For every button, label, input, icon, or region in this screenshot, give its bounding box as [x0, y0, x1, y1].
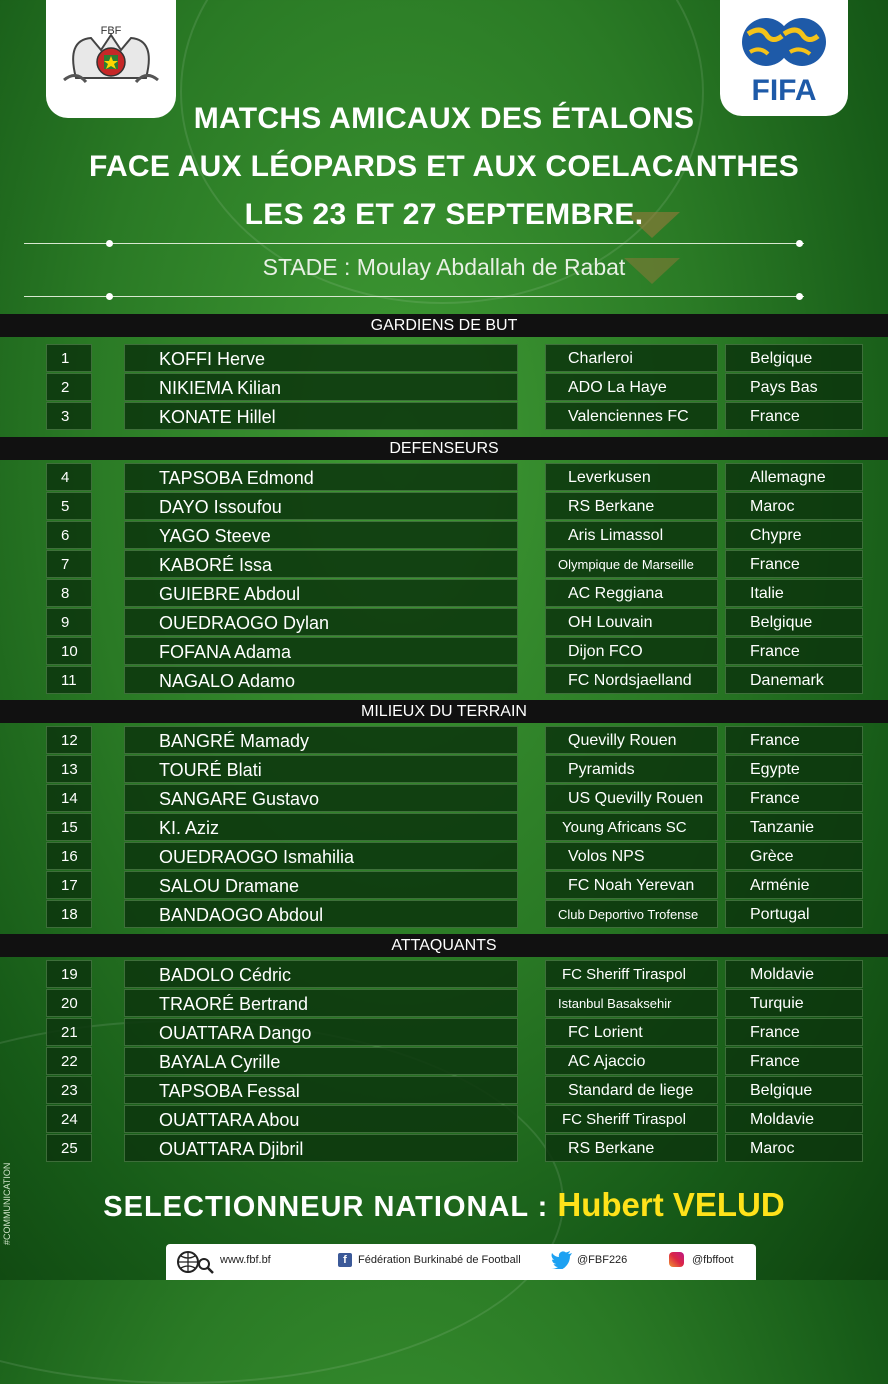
player-country: Moldavie [725, 960, 863, 988]
player-name: FOFANA Adama [124, 637, 518, 665]
player-number: 8 [46, 579, 92, 607]
fbf-logo [46, 0, 176, 118]
player-country: Grèce [725, 842, 863, 870]
player-country: France [725, 1047, 863, 1075]
player-club: Pyramids [545, 755, 718, 783]
globe-search-icon [176, 1250, 216, 1277]
table-row [0, 608, 888, 636]
section-header: GARDIENS DE BUT [0, 314, 888, 337]
player-number: 25 [46, 1134, 92, 1162]
player-name: DAYO Issoufou [124, 492, 518, 520]
player-number: 18 [46, 900, 92, 928]
player-number: 12 [46, 726, 92, 754]
player-club: RS Berkane [545, 1134, 718, 1162]
table-row [0, 1018, 888, 1046]
table-row [0, 1076, 888, 1104]
divider-line [24, 296, 804, 297]
player-name: TOURÉ Blati [124, 755, 518, 783]
player-name: OUATTARA Abou [124, 1105, 518, 1133]
player-club: Istanbul Basaksehir [545, 989, 718, 1017]
player-country: Moldavie [725, 1105, 863, 1133]
side-label-text: #COMMUNICATION [2, 1162, 12, 1245]
player-country: France [725, 402, 863, 430]
title-line-1: MATCHS AMICAUX DES ÉTALONS [193, 102, 695, 135]
player-number: 6 [46, 521, 92, 549]
table-row [0, 989, 888, 1017]
player-name: OUATTARA Dango [124, 1018, 518, 1046]
player-country: Belgique [725, 344, 863, 372]
player-number: 1 [46, 344, 92, 372]
player-name: KOFFI Herve [124, 344, 518, 372]
website-link[interactable]: www.fbf.bf [220, 1254, 271, 1266]
svg-text:FBF: FBF [100, 25, 122, 37]
player-country: Danemark [725, 666, 863, 694]
table-row [0, 871, 888, 899]
side-label [2, 1162, 14, 1245]
table-row [0, 1105, 888, 1133]
table-row [0, 579, 888, 607]
table-row [0, 402, 888, 430]
player-club: FC Noah Yerevan [545, 871, 718, 899]
facebook-link[interactable]: Fédération Burkinabé de Football [358, 1254, 521, 1266]
divider-dot [106, 293, 113, 300]
player-country: Italie [725, 579, 863, 607]
player-number: 16 [46, 842, 92, 870]
player-club: Dijon FCO [545, 637, 718, 665]
player-club: Young Africans SC [545, 813, 718, 841]
player-club: ADO La Haye [545, 373, 718, 401]
player-club: OH Louvain [545, 608, 718, 636]
player-number: 23 [46, 1076, 92, 1104]
coach-line [0, 1186, 888, 1224]
table-row [0, 550, 888, 578]
table-row [0, 637, 888, 665]
player-number: 17 [46, 871, 92, 899]
player-country: Egypte [725, 755, 863, 783]
stadium-label: STADE : Moulay Abdallah de Rabat [262, 254, 626, 280]
svg-text:FIFA: FIFA [751, 74, 817, 107]
player-country: France [725, 637, 863, 665]
player-number: 11 [46, 666, 92, 694]
table-row [0, 842, 888, 870]
table-row [0, 492, 888, 520]
player-number: 22 [46, 1047, 92, 1075]
table-row [0, 344, 888, 372]
player-country: Arménie [725, 871, 863, 899]
player-country: France [725, 784, 863, 812]
table-row [0, 463, 888, 491]
player-country: Chypre [725, 521, 863, 549]
table-row [0, 784, 888, 812]
player-number: 13 [46, 755, 92, 783]
fifa-globes-icon [720, 0, 848, 116]
coach-name: Hubert VELUD [557, 1186, 785, 1223]
player-number: 4 [46, 463, 92, 491]
player-country: France [725, 1018, 863, 1046]
player-number: 9 [46, 608, 92, 636]
player-country: Tanzanie [725, 813, 863, 841]
player-name: KABORÉ Issa [124, 550, 518, 578]
player-name: BANGRÉ Mamady [124, 726, 518, 754]
table-row [0, 813, 888, 841]
player-number: 2 [46, 373, 92, 401]
player-number: 20 [46, 989, 92, 1017]
player-club: Leverkusen [545, 463, 718, 491]
player-name: BANDAOGO Abdoul [124, 900, 518, 928]
section-header: MILIEUX DU TERRAIN [0, 700, 888, 723]
player-club: AC Ajaccio [545, 1047, 718, 1075]
player-name: TRAORÉ Bertrand [124, 989, 518, 1017]
player-name: KONATE Hillel [124, 402, 518, 430]
table-row [0, 666, 888, 694]
player-name: OUEDRAOGO Dylan [124, 608, 518, 636]
table-row [0, 521, 888, 549]
title-line-2: FACE AUX LÉOPARDS ET AUX COELACANTHES [88, 150, 800, 183]
player-country: France [725, 550, 863, 578]
player-number: 5 [46, 492, 92, 520]
player-number: 19 [46, 960, 92, 988]
table-row [0, 960, 888, 988]
divider-line [24, 243, 804, 244]
coach-label: SELECTIONNEUR NATIONAL : [103, 1191, 558, 1223]
player-country: Pays Bas [725, 373, 863, 401]
player-club: FC Nordsjaelland [545, 666, 718, 694]
divider-dot [796, 293, 803, 300]
player-club: Quevilly Rouen [545, 726, 718, 754]
player-name: TAPSOBA Edmond [124, 463, 518, 491]
player-country: Turquie [725, 989, 863, 1017]
player-number: 7 [46, 550, 92, 578]
player-name: TAPSOBA Fessal [124, 1076, 518, 1104]
section-header: ATTAQUANTS [0, 934, 888, 957]
twitter-icon [551, 1251, 573, 1272]
twitter-link[interactable]: @FBF226 [577, 1254, 628, 1266]
player-club: FC Sheriff Tiraspol [545, 1105, 718, 1133]
player-name: SANGARE Gustavo [124, 784, 518, 812]
player-club: FC Lorient [545, 1018, 718, 1046]
fbf-crest-icon [46, 0, 176, 118]
section-header: DEFENSEURS [0, 437, 888, 460]
instagram-icon [669, 1252, 684, 1267]
player-club: Club Deportivo Trofense [545, 900, 718, 928]
player-country: Maroc [725, 1134, 863, 1162]
player-name: KI. Aziz [124, 813, 518, 841]
player-country: France [725, 726, 863, 754]
player-country: Allemagne [725, 463, 863, 491]
social-footer [166, 1244, 756, 1280]
player-name: NAGALO Adamo [124, 666, 518, 694]
table-row [0, 1134, 888, 1162]
player-number: 10 [46, 637, 92, 665]
player-club: Standard de liege [545, 1076, 718, 1104]
player-number: 21 [46, 1018, 92, 1046]
table-row [0, 1047, 888, 1075]
player-name: BAYALA Cyrille [124, 1047, 518, 1075]
player-club: RS Berkane [545, 492, 718, 520]
table-row [0, 900, 888, 928]
player-club: Valenciennes FC [545, 402, 718, 430]
player-number: 3 [46, 402, 92, 430]
player-club: Charleroi [545, 344, 718, 372]
player-country: Belgique [725, 1076, 863, 1104]
player-club: AC Reggiana [545, 579, 718, 607]
player-club: Volos NPS [545, 842, 718, 870]
player-name: OUEDRAOGO Ismahilia [124, 842, 518, 870]
player-name: BADOLO Cédric [124, 960, 518, 988]
player-name: NIKIEMA Kilian [124, 373, 518, 401]
fifa-logo [720, 0, 848, 116]
player-name: SALOU Dramane [124, 871, 518, 899]
player-number: 24 [46, 1105, 92, 1133]
facebook-icon: f [338, 1253, 352, 1267]
player-name: GUIEBRE Abdoul [124, 579, 518, 607]
player-name: OUATTARA Djibril [124, 1134, 518, 1162]
divider-dot [796, 240, 803, 247]
divider-dot [106, 240, 113, 247]
player-name: YAGO Steeve [124, 521, 518, 549]
table-row [0, 726, 888, 754]
player-club: FC Sheriff Tiraspol [545, 960, 718, 988]
player-club: Olympique de Marseille [545, 550, 718, 578]
player-number: 15 [46, 813, 92, 841]
player-country: Maroc [725, 492, 863, 520]
player-country: Portugal [725, 900, 863, 928]
player-country: Belgique [725, 608, 863, 636]
title-line-3: LES 23 ET 27 SEPTEMBRE. [244, 198, 644, 231]
table-row [0, 755, 888, 783]
table-row [0, 373, 888, 401]
instagram-link[interactable]: @fbffoot [692, 1254, 734, 1266]
player-club: Aris Limassol [545, 521, 718, 549]
player-club: US Quevilly Rouen [545, 784, 718, 812]
player-number: 14 [46, 784, 92, 812]
